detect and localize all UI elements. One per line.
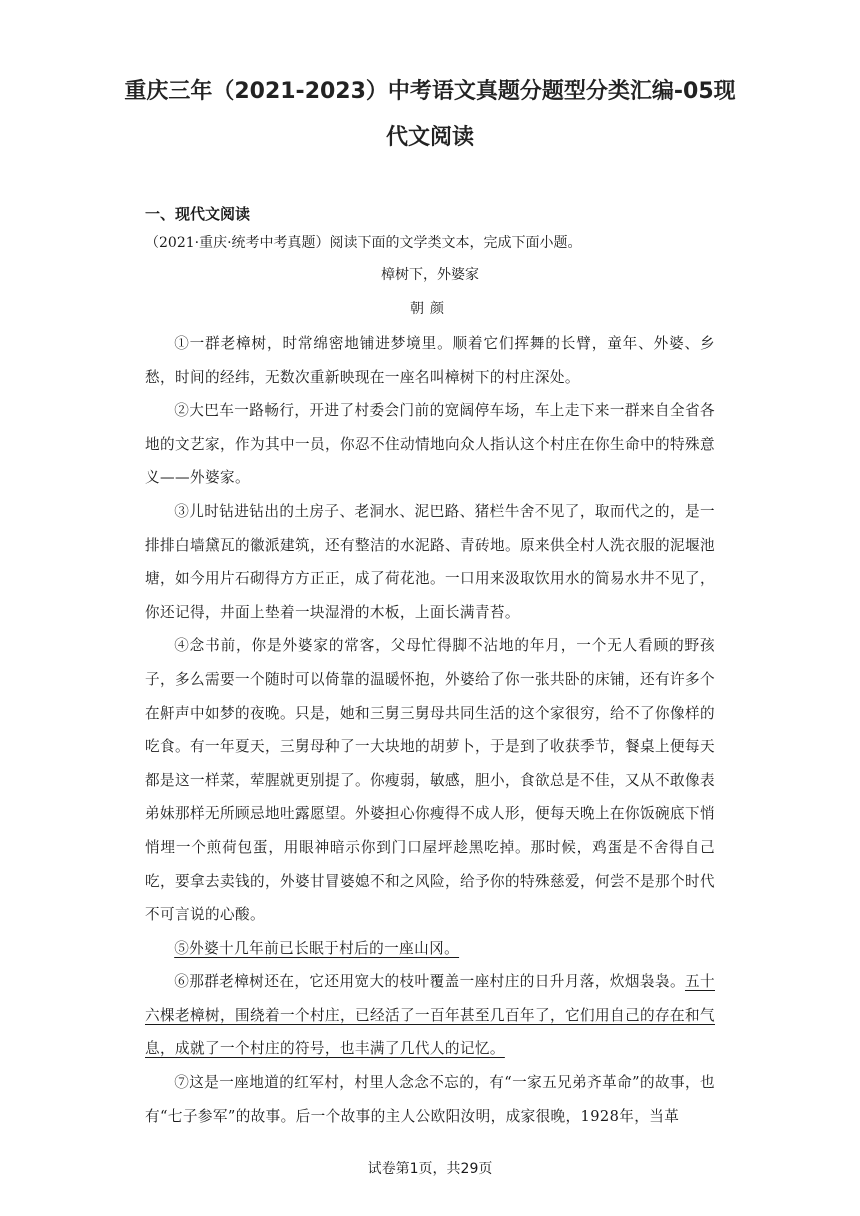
paragraph-4 (145, 629, 715, 931)
paragraph-2-text: ②大巴车一路畅行，开进了村委会门前的宽阔停车场，车上走下来一群来自全省各地的文艺家，作为其中一员，你忍不住动情地向众人指认这个村庄在你生命中的特殊意义——外婆家。 (145, 402, 715, 487)
paragraph-6 (145, 965, 715, 1066)
paragraph-7 (145, 1066, 715, 1133)
paragraph-5 (145, 932, 715, 966)
paragraph-6-underlined-text: 五十六棵老樟树，围绕着一个村庄，已经活了一百年甚至几百年了，它们用自己的存在和气息，成就了一个村庄的符号，也丰满了几代人的记忆。 (145, 973, 715, 1058)
paragraph-4-text: ④念书前，你是外婆家的常客，父母忙得脚不沾地的年月，一个无人看顾的野孩子，多么需要一个随时可以倚靠的温暖怀抱，外婆给了你一张共卧的床铺，还有许多个在鼾声中如梦的夜晚。只是，她和三舅三舅母共同生活的这个家很穷，给不了你像样的吃食。有一年夏天，三舅母种了一大块地的胡萝卜，于是到了收获季节，餐桌上便每天都是这一样菜，荤腥就更别提了。你瘦弱，敏感，胆小，食欲总是不佳，又从不敢像表弟妹那样无所顾忌地吐露愿望。外婆担心你瘦得不成人形，便每天晚上在你饭碗底下悄悄埋一个煎荷包蛋，用眼神暗示你到门口屋坪趁黑吃掉。那时候，鸡蛋是不舍得自己吃，要拿去卖钱的，外婆甘冒婆媳不和之风险，给予你的特殊慈爱，何尝不是那个时代不可言说的心酸。 (145, 637, 715, 924)
section-heading: 一、现代文阅读 (145, 205, 251, 223)
paragraph-1-text: ①一群老樟树，时常绵密地铺进梦境里。顺着它们挥舞的长臂，童年、外婆、乡愁，时间的经纬，无数次重新映现在一座名叫樟树下的村庄深处。 (145, 335, 715, 386)
paragraph-2 (145, 394, 715, 495)
paragraph-3 (145, 495, 715, 629)
document-title-line-1: 重庆三年（2021-2023）中考语文真题分题型分类汇编-05现 (124, 79, 736, 104)
source-note: （2021·重庆·统考中考真题）阅读下面的文学类文本，完成下面小题。 (145, 235, 582, 251)
paragraph-5-underlined-text: ⑤外婆十几年前已长眠于村后的一座山冈。 (174, 939, 460, 957)
document-title-line-2: 代文阅读 (385, 125, 474, 150)
essay-body (145, 327, 715, 1133)
essay-author: 朝颜 (410, 301, 450, 317)
paragraph-1 (145, 327, 715, 394)
paragraph-6-text: ⑥那群老樟树还在，它还用宽大的枝叶覆盖一座村庄的日升月落，炊烟袅袅。 (174, 973, 685, 991)
paragraph-7-text: ⑦这是一座地道的红军村，村里人念念不忘的，有“一家五兄弟齐革命”的故事，也有“七子参军”的故事。后一个故事的主人公欧阳汝明，成家很晚，1928年，当革 (145, 1074, 715, 1125)
paragraph-3-text: ③儿时钻进钻出的土房子、老洞水、泥巴路、猪栏牛舍不见了，取而代之的，是一排排白墙黛瓦的徽派建筑，还有整洁的水泥路、青砖地。原来供全村人洗衣服的泥堰池塘，如今用片石砌得方方正正，成了荷花池。一口用来汲取饮用水的简易水井不见了，你还记得，井面上垫着一块湿滑的木板，上面长满青苔。 (145, 502, 715, 621)
essay-title: 樟树下，外婆家 (381, 267, 479, 283)
page-footer: 试卷第1页，共29页 (367, 1161, 493, 1177)
